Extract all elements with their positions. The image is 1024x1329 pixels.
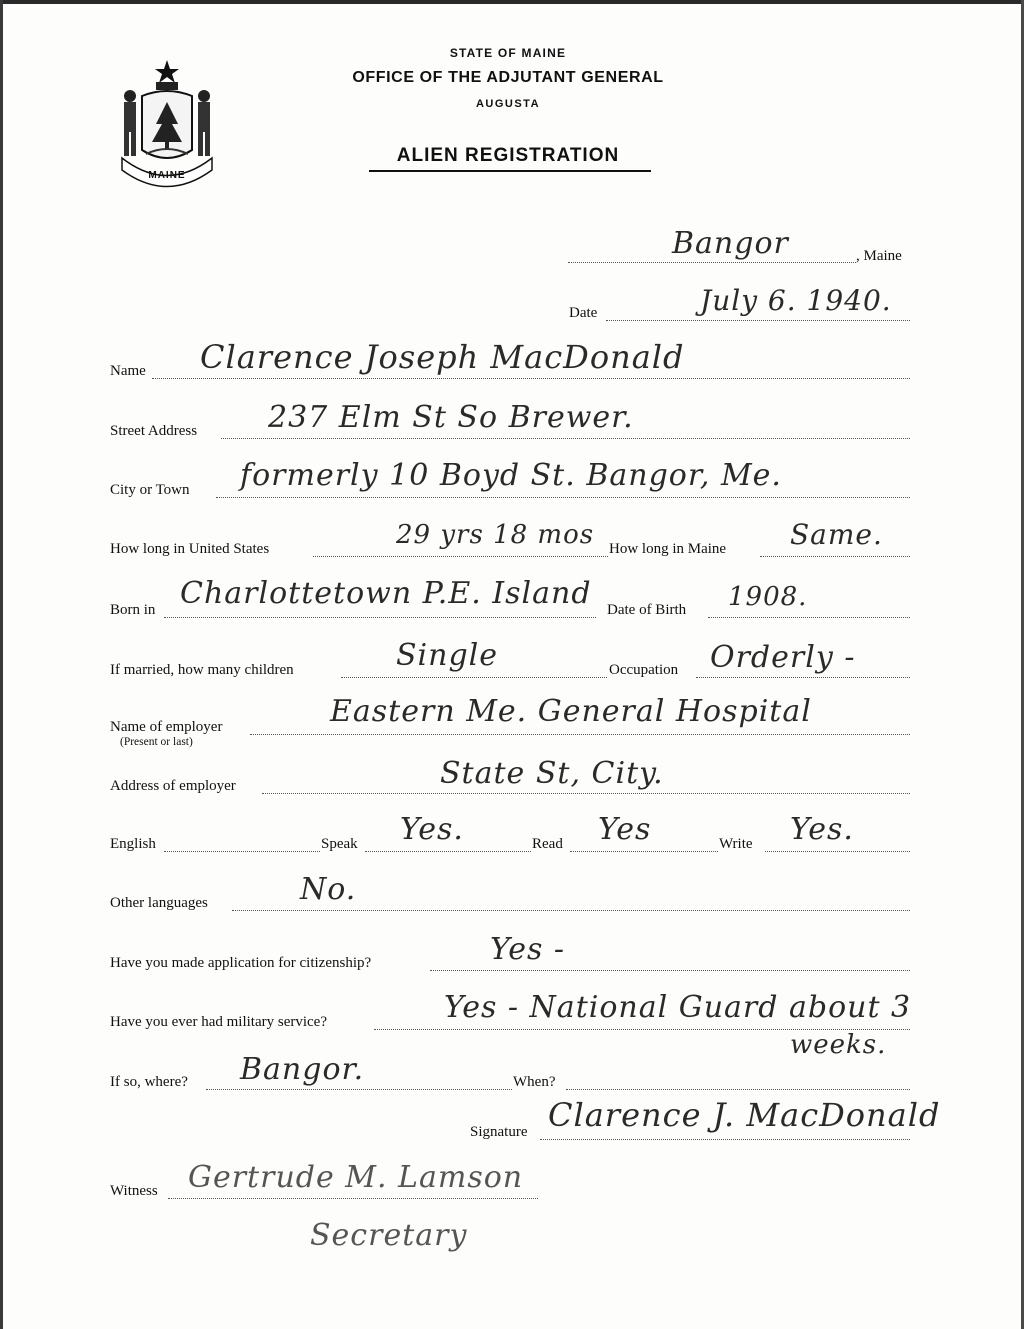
- occupation-value: Orderly -: [710, 640, 856, 675]
- form-title: ALIEN REGISTRATION: [396, 145, 620, 166]
- name-value: Clarence Joseph MacDonald: [200, 338, 685, 376]
- read-label: Read: [532, 836, 563, 852]
- date-label: Date: [569, 305, 598, 321]
- employer-name-line: [250, 734, 910, 735]
- date-of-birth-label: Date of Birth: [607, 602, 687, 618]
- speak-line: [365, 851, 531, 852]
- title-underline: [369, 170, 651, 172]
- seal-banner-text: MAINE: [148, 170, 186, 181]
- signature-line: [540, 1139, 910, 1140]
- how-long-maine-line: [760, 556, 910, 557]
- how-long-maine-value: Same.: [790, 518, 883, 551]
- witness-title-value: Secretary: [310, 1218, 468, 1253]
- write-label: Write: [719, 836, 753, 852]
- witness-label: Witness: [110, 1183, 158, 1199]
- date-value: July 6. 1940.: [700, 284, 892, 317]
- name-line: [152, 378, 910, 379]
- how-long-maine-label: How long in Maine: [609, 541, 727, 557]
- where-line: [206, 1089, 512, 1090]
- header-state: STATE OF MAINE: [449, 46, 567, 60]
- employer-name-value: Eastern Me. General Hospital: [330, 694, 812, 729]
- when-line: [566, 1089, 910, 1090]
- city-line: [216, 497, 910, 498]
- citizenship-value: Yes -: [490, 932, 566, 967]
- place-line: [568, 262, 856, 263]
- employer-name-note: (Present or last): [120, 736, 193, 748]
- other-languages-label: Other languages: [110, 895, 208, 911]
- employer-address-value: State St, City.: [440, 756, 664, 791]
- military-value-line2: weeks.: [790, 1030, 887, 1060]
- name-label: Name: [110, 363, 146, 379]
- when-label: When?: [513, 1074, 556, 1090]
- street-address-label: Street Address: [110, 423, 198, 439]
- witness-value: Gertrude M. Lamson: [188, 1160, 524, 1195]
- children-label: If married, how many children: [110, 662, 294, 678]
- date-of-birth-value: 1908.: [728, 582, 808, 612]
- write-line: [765, 851, 910, 852]
- employer-name-label: Name of employer: [110, 719, 223, 735]
- city-value: formerly 10 Boyd St. Bangor, Me.: [240, 458, 782, 493]
- city-label: City or Town: [110, 482, 190, 498]
- english-label: English: [110, 836, 156, 852]
- born-in-line: [164, 617, 596, 618]
- place-value: Bangor: [672, 226, 789, 261]
- english-line: [164, 851, 320, 852]
- read-value: Yes: [598, 812, 652, 847]
- children-line: [341, 677, 607, 678]
- occupation-line: [696, 677, 910, 678]
- street-address-value: 237 Elm St So Brewer.: [268, 400, 634, 435]
- born-in-label: Born in: [110, 602, 156, 618]
- how-long-us-label: How long in United States: [110, 541, 270, 557]
- witness-line: [168, 1198, 538, 1199]
- born-in-value: Charlottetown P.E. Island: [180, 576, 592, 611]
- citizenship-label: Have you made application for citizenship?: [110, 955, 372, 971]
- write-value: Yes.: [790, 812, 854, 847]
- military-value-line1: Yes - National Guard about 3: [444, 990, 912, 1025]
- military-label: Have you ever had military service?: [110, 1014, 327, 1030]
- date-line: [606, 320, 910, 321]
- speak-label: Speak: [321, 836, 358, 852]
- how-long-us-line: [313, 556, 608, 557]
- header-office: OFFICE OF THE ADJUTANT GENERAL: [352, 69, 664, 86]
- street-address-line: [221, 438, 910, 439]
- other-languages-value: No.: [300, 872, 357, 907]
- where-value: Bangor.: [240, 1052, 365, 1087]
- where-label: If so, where?: [110, 1074, 188, 1090]
- header-city: AUGUSTA: [475, 98, 541, 110]
- children-value: Single: [396, 638, 499, 673]
- speak-value: Yes.: [400, 812, 464, 847]
- how-long-us-value: 29 yrs 18 mos: [396, 520, 595, 550]
- occupation-label: Occupation: [609, 662, 679, 678]
- signature-label: Signature: [470, 1124, 528, 1140]
- signature-value: Clarence J. MacDonald: [548, 1096, 941, 1134]
- scan-edge-top: [0, 0, 1024, 4]
- other-languages-line: [232, 910, 910, 911]
- scan-edge-left: [0, 0, 3, 1329]
- employer-address-label: Address of employer: [110, 778, 236, 794]
- citizenship-line: [430, 970, 910, 971]
- date-of-birth-line: [708, 617, 910, 618]
- read-line: [570, 851, 718, 852]
- employer-address-line: [262, 793, 910, 794]
- maine-label: , Maine: [856, 248, 902, 264]
